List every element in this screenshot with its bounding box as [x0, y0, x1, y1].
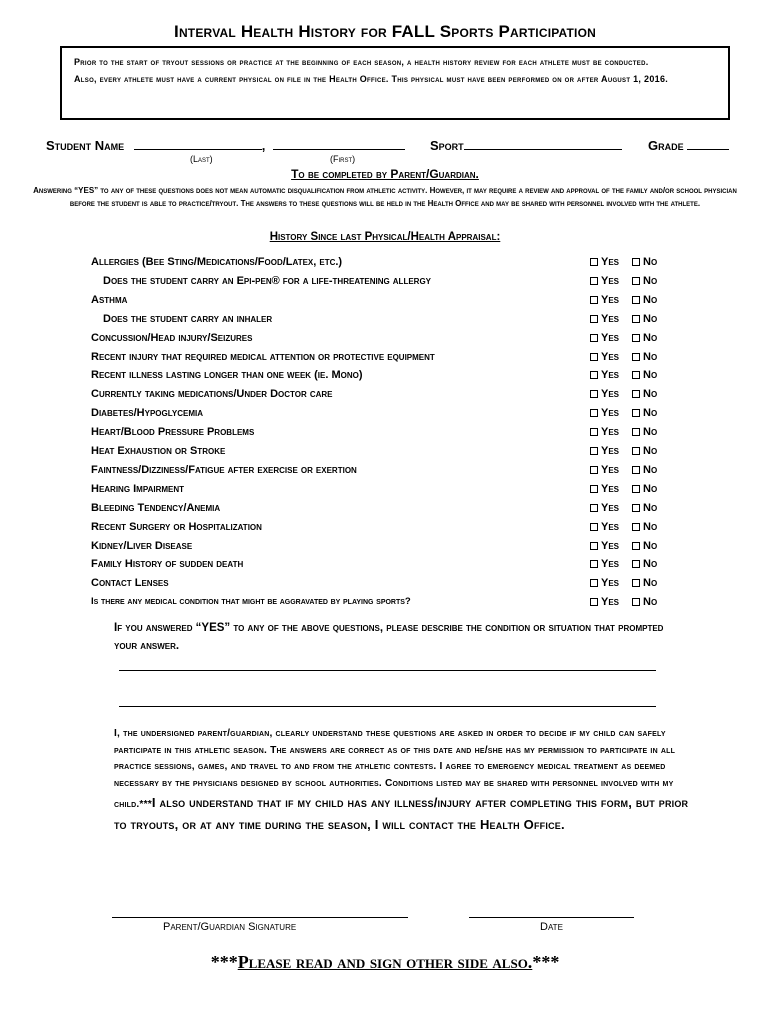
no-label: No: [643, 369, 658, 382]
question-label: Kidney/Liver Disease: [91, 539, 193, 552]
no-checkbox[interactable]: [632, 523, 640, 531]
yes-label: Yes: [601, 426, 620, 439]
date-line[interactable]: [469, 917, 634, 918]
yes-checkbox[interactable]: [590, 296, 598, 304]
yes-no-options: [590, 275, 657, 287]
question-label: Faintness/Dizziness/Fatigue after exercise or exertion: [91, 463, 357, 476]
footer-suffix: ***: [532, 952, 560, 972]
question-label: Family History of sudden death: [91, 558, 244, 571]
yes-label: Yes: [601, 577, 620, 590]
no-checkbox[interactable]: [632, 409, 640, 417]
yes-label: Yes: [601, 274, 620, 287]
question-label: Asthma: [91, 293, 128, 306]
no-checkbox[interactable]: [632, 315, 640, 323]
no-label: No: [643, 407, 658, 420]
yes-label: Yes: [601, 407, 620, 420]
yes-checkbox[interactable]: [590, 371, 598, 379]
no-label: No: [643, 350, 658, 363]
describe-line-2[interactable]: [119, 706, 656, 707]
yes-no-options: [590, 483, 657, 495]
yes-no-options: [590, 388, 657, 400]
yes-checkbox[interactable]: [590, 447, 598, 455]
completed-by-heading: To be completed by Parent/Guardian.: [291, 167, 479, 181]
question-label: Does the student carry an inhaler: [103, 312, 273, 325]
question-label: Heart/Blood Pressure Problems: [91, 426, 255, 439]
yes-label: Yes: [601, 331, 620, 344]
no-checkbox[interactable]: [632, 447, 640, 455]
notice-line-2: Also, every athlete must have a current physical on file in the Health Office. This physical must have been performed on or after August 1, 2016.: [74, 74, 669, 84]
no-label: No: [643, 426, 658, 439]
sport-field[interactable]: [464, 137, 622, 150]
yes-label: Yes: [601, 520, 620, 533]
history-heading: History Since last Physical/Health Appraisal:: [269, 231, 501, 243]
yes-label: Yes: [601, 539, 620, 552]
student-name-row: [46, 137, 405, 153]
yes-checkbox[interactable]: [590, 315, 598, 323]
yes-label: Yes: [601, 256, 620, 268]
consent-paragraph: [114, 726, 704, 835]
student-name-label: Student Name: [46, 138, 125, 153]
yes-checkbox[interactable]: [590, 485, 598, 493]
yes-no-options: [590, 558, 657, 570]
no-label: No: [643, 388, 658, 401]
yes-label: Yes: [601, 350, 620, 363]
question-label: Currently taking medications/Under Doctor care: [91, 388, 333, 401]
first-label: (First): [330, 154, 356, 164]
footer-prefix: ***: [210, 952, 238, 972]
no-checkbox[interactable]: [632, 598, 640, 606]
signature-line[interactable]: [112, 917, 408, 918]
yes-checkbox[interactable]: [590, 523, 598, 531]
name-comma: ,: [261, 138, 266, 153]
yes-label: Yes: [601, 463, 620, 476]
no-checkbox[interactable]: [632, 579, 640, 587]
no-label: No: [643, 577, 658, 590]
yes-label: Yes: [601, 369, 620, 382]
no-checkbox[interactable]: [632, 560, 640, 568]
grade-label: Grade: [648, 138, 684, 153]
yes-checkbox[interactable]: [590, 560, 598, 568]
no-label: No: [643, 312, 658, 325]
yes-no-options: [590, 369, 657, 381]
footer-note: [0, 952, 770, 973]
yes-checkbox[interactable]: [590, 542, 598, 550]
yes-checkbox[interactable]: [590, 579, 598, 587]
grade-field[interactable]: [687, 137, 729, 150]
yes-no-options: [590, 332, 657, 344]
no-checkbox[interactable]: [632, 485, 640, 493]
yes-checkbox[interactable]: [590, 353, 598, 361]
date-label: Date: [540, 921, 563, 933]
describe-instruction: If you answered “YES” to any of the above questions, please describe the condition or situation that prompted your answer.: [114, 622, 664, 652]
no-checkbox[interactable]: [632, 334, 640, 342]
question-label: Recent illness lasting longer than one week (ie. Mono): [91, 369, 363, 382]
sport-row: [430, 137, 622, 153]
no-checkbox[interactable]: [632, 466, 640, 474]
yes-checkbox[interactable]: [590, 428, 598, 436]
yes-no-options: [590, 502, 657, 514]
yes-label: Yes: [601, 312, 620, 325]
no-label: No: [643, 558, 658, 571]
notice-box: [60, 46, 730, 120]
no-label: No: [643, 331, 658, 344]
yes-label: Yes: [601, 293, 620, 306]
question-label: Bleeding Tendency/Anemia: [91, 501, 221, 514]
question-label: Recent Surgery or Hospitalization: [91, 520, 262, 533]
consent-text-emphasis: I also understand that if my child has any illness/injury after completing this form, but prior to tryouts, or at any time during the season, I will contact the Health Office.: [114, 795, 689, 832]
yes-label: Yes: [601, 558, 620, 571]
yes-checkbox[interactable]: [590, 390, 598, 398]
yes-label: Yes: [601, 388, 620, 401]
no-label: No: [643, 539, 658, 552]
no-label: No: [643, 293, 658, 306]
yes-checkbox[interactable]: [590, 334, 598, 342]
yes-label: Yes: [601, 596, 620, 609]
question-label: Heat Exhaustion or Stroke: [91, 445, 226, 457]
yes-no-options: [590, 256, 657, 268]
no-label: No: [643, 596, 658, 609]
yes-label: Yes: [601, 445, 620, 457]
no-checkbox[interactable]: [632, 542, 640, 550]
yes-no-options: [590, 521, 657, 533]
question-label: Concussion/Head injury/Seizures: [91, 331, 253, 344]
no-label: No: [643, 463, 658, 476]
no-checkbox[interactable]: [632, 277, 640, 285]
no-checkbox[interactable]: [632, 296, 640, 304]
no-checkbox[interactable]: [632, 390, 640, 398]
no-checkbox[interactable]: [632, 371, 640, 379]
question-label: Allergies (Bee Sting/Medications/Food/Latex, etc.): [91, 256, 343, 268]
no-label: No: [643, 482, 658, 495]
disclaimer-text: Answering “YES” to any of these questions does not mean automatic disqualification from athletic activity. However, it may require a review and approval of the family and/or school physician before the student is able to practice/tryout. The answers to these questions will be held in the Health Office and may be shared with personnel involved with the athlete.: [33, 186, 737, 208]
yes-checkbox[interactable]: [590, 466, 598, 474]
no-label: No: [643, 274, 658, 287]
grade-row: [648, 137, 729, 153]
last-label: (Last): [190, 154, 213, 164]
first-name-field[interactable]: [273, 137, 405, 150]
yes-no-options: [590, 426, 657, 438]
yes-no-options: [590, 464, 657, 476]
yes-no-options: [590, 445, 657, 457]
form-title: Interval Health History for FALL Sports Participation: [174, 22, 596, 41]
yes-checkbox[interactable]: [590, 598, 598, 606]
yes-checkbox[interactable]: [590, 258, 598, 266]
footer-text: Please read and sign other side also.: [237, 952, 533, 972]
sport-label: Sport: [430, 138, 464, 153]
no-label: No: [643, 520, 658, 533]
no-checkbox[interactable]: [632, 353, 640, 361]
no-checkbox[interactable]: [632, 504, 640, 512]
yes-no-options: [590, 540, 657, 552]
no-label: No: [643, 445, 658, 457]
no-label: No: [643, 256, 658, 268]
consent-text: I, the undersigned parent/guardian, clearly understand these questions are asked in order to decide if my child can safely participate in this athletic season. The answers are correct as of this date and he/she has my permission to participate in all practice sessions, games, and travel to and from the athletic contests. I agree to emergency medical treatment as deemed necessary by the physicians designed by school authorities. Conditions listed may be shared with personnel involved with my child.***: [114, 728, 676, 810]
question-label: Recent injury that required medical attention or protective equipment: [91, 350, 435, 363]
yes-label: Yes: [601, 482, 620, 495]
question-label: Diabetes/Hypoglycemia: [91, 407, 203, 420]
describe-line-1[interactable]: [119, 670, 656, 671]
yes-checkbox[interactable]: [590, 504, 598, 512]
question-label: Hearing Impairment: [91, 482, 185, 495]
yes-no-options: [590, 407, 657, 419]
last-name-field[interactable]: [134, 137, 262, 150]
no-checkbox[interactable]: [632, 428, 640, 436]
question-label: Contact Lenses: [91, 577, 169, 590]
yes-no-options: [590, 596, 657, 608]
question-label: Is there any medical condition that might be aggravated by playing sports?: [91, 596, 411, 608]
yes-no-options: [590, 294, 657, 306]
yes-checkbox[interactable]: [590, 409, 598, 417]
yes-checkbox[interactable]: [590, 277, 598, 285]
notice-line-1: Prior to the start of tryout sessions or practice at the beginning of each season, a health history review for each athlete must be conducted.: [74, 57, 649, 67]
yes-no-options: [590, 351, 657, 363]
yes-label: Yes: [601, 501, 620, 514]
yes-no-options: [590, 577, 657, 589]
yes-no-options: [590, 313, 657, 325]
no-label: No: [643, 501, 658, 514]
signature-label: Parent/Guardian Signature: [163, 921, 297, 933]
no-checkbox[interactable]: [632, 258, 640, 266]
question-label: Does the student carry an Epi-pen® for a life-threatening allergy: [103, 274, 432, 287]
